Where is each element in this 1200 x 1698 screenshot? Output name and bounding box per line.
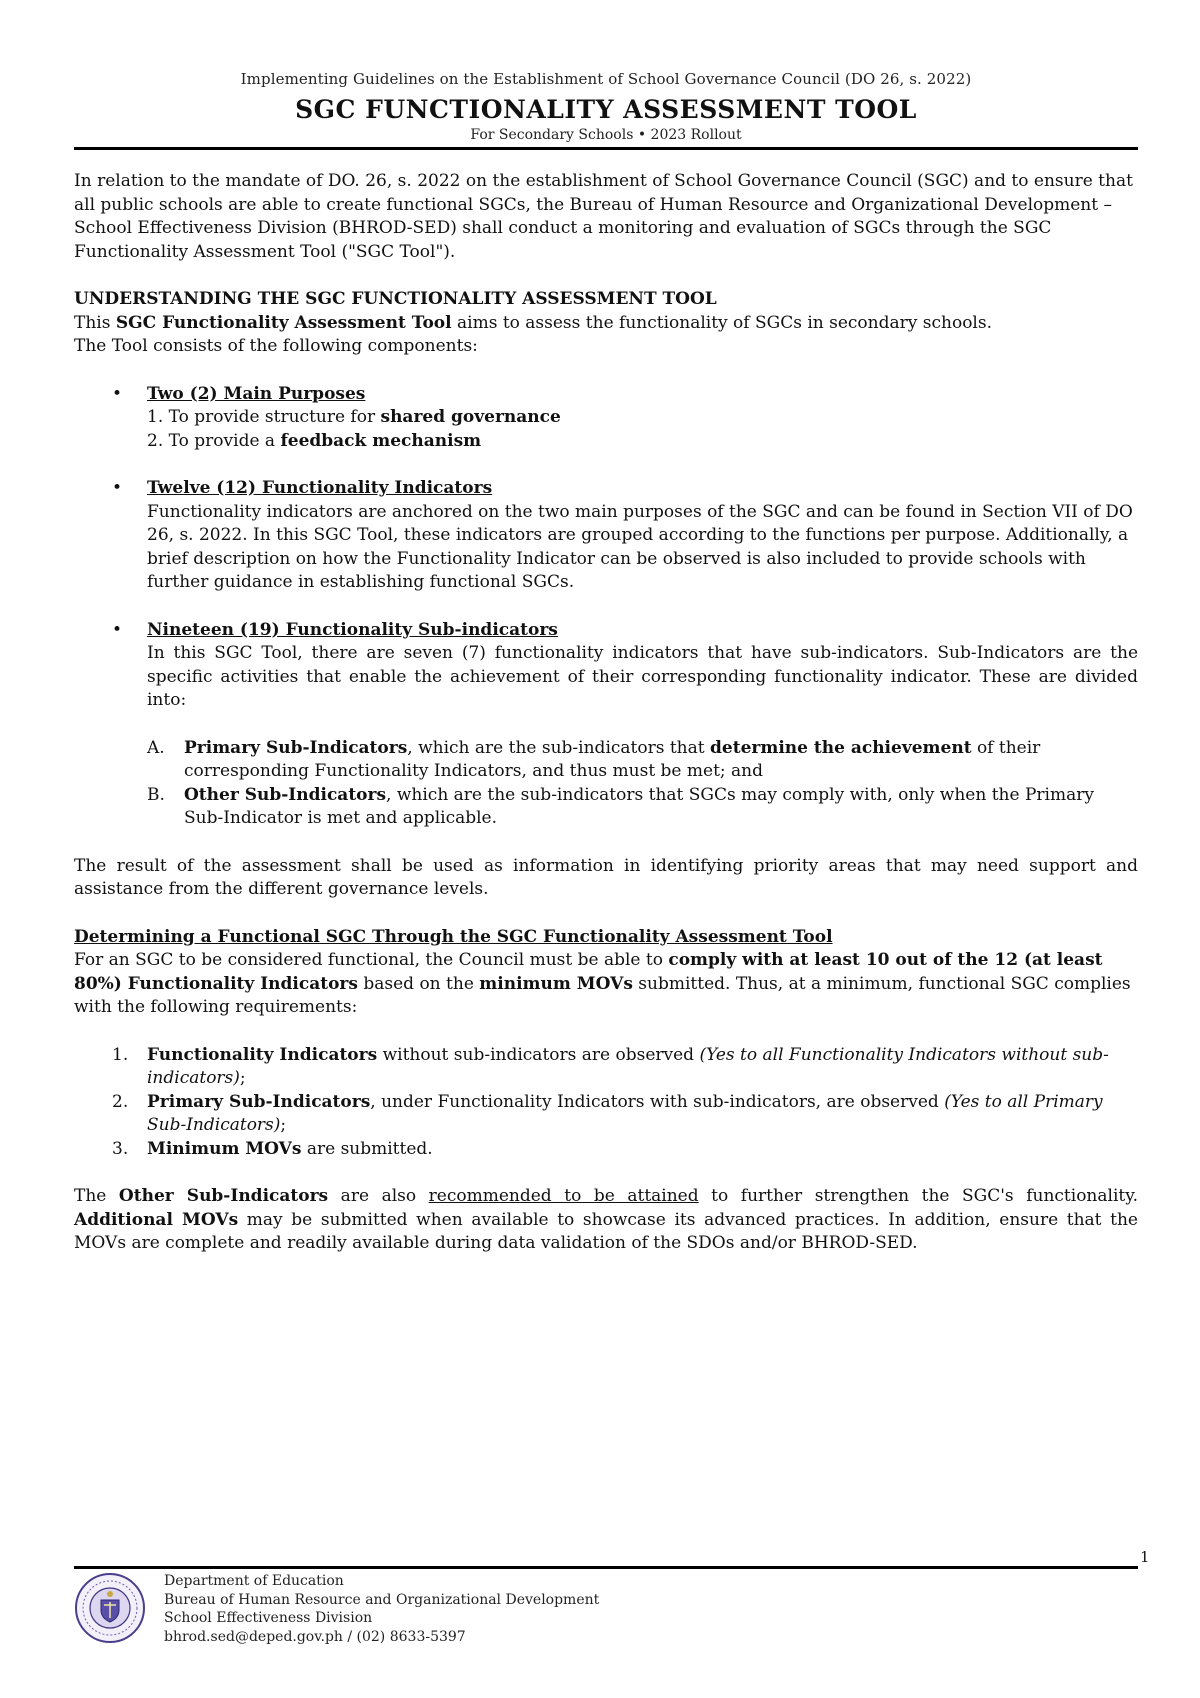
- bullet-icon: •: [112, 383, 123, 404]
- page-subtitle: For Secondary Schools • 2023 Rollout: [470, 127, 742, 143]
- page-title: SGC FUNCTIONALITY ASSESSMENT TOOL: [295, 95, 917, 124]
- deped-seal-icon: [74, 1572, 146, 1644]
- understanding-line-2: The Tool consists of the following components:: [74, 336, 478, 356]
- requirement-3: 3. Minimum MOVs are submitted.: [112, 1138, 433, 1159]
- understanding-heading: UNDERSTANDING THE SGC FUNCTIONALITY ASSESSMENT TOOL: [74, 289, 717, 309]
- determining-paragraph: For an SGC to be considered functional, the Council must be able to comply with at least 10 out of the 12 (at least 80%) Functionality Indicators based on the minimum MOVs submitted. Thus, at a minimum, functional SGC complies with the following requirements:: [74, 950, 1131, 1017]
- indicators-heading: Twelve (12) Functionality Indicators: [147, 478, 493, 498]
- document-body: [74, 170, 1138, 1256]
- indicators-text: Functionality indicators are anchored on the two main purposes of the SGC and can be found in Section VII of DO 26, s. 2022. In this SGC Tool, these indicators are grouped according to the functions per purpose. Additionally, a brief description on how the Functionality Indicator can be observed is also included to provide schools with further guidance in establishing functional SGCs.: [147, 501, 1133, 592]
- footer-contact: [164, 1572, 599, 1646]
- requirement-2: 2. Primary Sub-Indicators, under Functionality Indicators with sub-indicators, are observed (Yes to all Primary Sub-Indicators);: [112, 1091, 1103, 1135]
- result-paragraph: The result of the assessment shall be used as information in identifying priority areas that may need support and assistance from the different governance levels.: [74, 855, 1138, 899]
- closing-paragraph: The Other Sub-Indicators are also recommended to be attained to further strengthen the SGC's functionality. Additional MOVs may be submitted when available to showcase its advanced practices. In addition, ensure that the MOVs are complete and readily available during data validation of the SDOs and/or BHROD-SED.: [74, 1186, 1138, 1253]
- purposes-heading: Two (2) Main Purposes: [147, 383, 366, 404]
- alpha-item-a: A. Primary Sub-Indicators, which are the sub-indicators that determine the achievement of their corresponding Functionality Indicators, and thus must be met; and: [147, 737, 1041, 781]
- footer-org-2: Bureau of Human Resource and Organizational Development: [164, 1591, 600, 1608]
- bullet-icon: •: [112, 619, 123, 640]
- header-divider: [74, 147, 1138, 150]
- purpose-item-1: 1. To provide structure for shared governance: [147, 407, 561, 427]
- subindicators-heading: Nineteen (19) Functionality Sub-indicators: [147, 619, 558, 640]
- footer-email: bhrod.sed@deped.gov.ph / (02) 8633-5397: [164, 1628, 466, 1645]
- understanding-line: This SGC Functionality Assessment Tool aims to assess the functionality of SGCs in secondary schools.: [74, 312, 992, 333]
- indicators-bullet: [74, 477, 1138, 595]
- purpose-item-2: 2. To provide a feedback mechanism: [147, 430, 482, 451]
- guideline-header: Implementing Guidelines on the Establishment of School Governance Council (DO 26, s. 2022): [240, 70, 972, 88]
- page-number: 1: [1140, 1548, 1150, 1566]
- subindicators-bullet: [74, 619, 1138, 713]
- alpha-item-b: B. Other Sub-Indicators, which are the sub-indicators that SGCs may comply with, only when the Primary Sub-Indicator is met and applicable.: [147, 784, 1094, 828]
- footer-org-1: Department of Education: [164, 1573, 344, 1589]
- intro-paragraph: In relation to the mandate of DO. 26, s. 2022 on the establishment of School Governance Council (SGC) and to ensure that all public schools are able to create functional SGCs, the Bureau of Human Resource and Organizational Development – School Effectiveness Division (BHROD-SED) shall conduct a monitoring and evaluation of SGCs through the SGC Functionality Assessment Tool ("SGC Tool").: [74, 171, 1133, 262]
- footer-org-3: School Effectiveness Division: [164, 1610, 373, 1626]
- requirement-1: 1. Functionality Indicators without sub-indicators are observed (Yes to all Functionality Indicators without sub-indicators);: [112, 1044, 1109, 1088]
- purposes-bullet: [74, 383, 1138, 454]
- footer-divider: [74, 1566, 1138, 1569]
- bullet-icon: •: [112, 478, 123, 498]
- subindicators-text: In this SGC Tool, there are seven (7) functionality indicators that have sub-indicators. Sub-Indicators are the specific activities that enable the achievement of their corresponding functionality indicator. These are divided into:: [147, 643, 1138, 710]
- determining-heading: Determining a Functional SGC Through the SGC Functionality Assessment Tool: [74, 926, 833, 947]
